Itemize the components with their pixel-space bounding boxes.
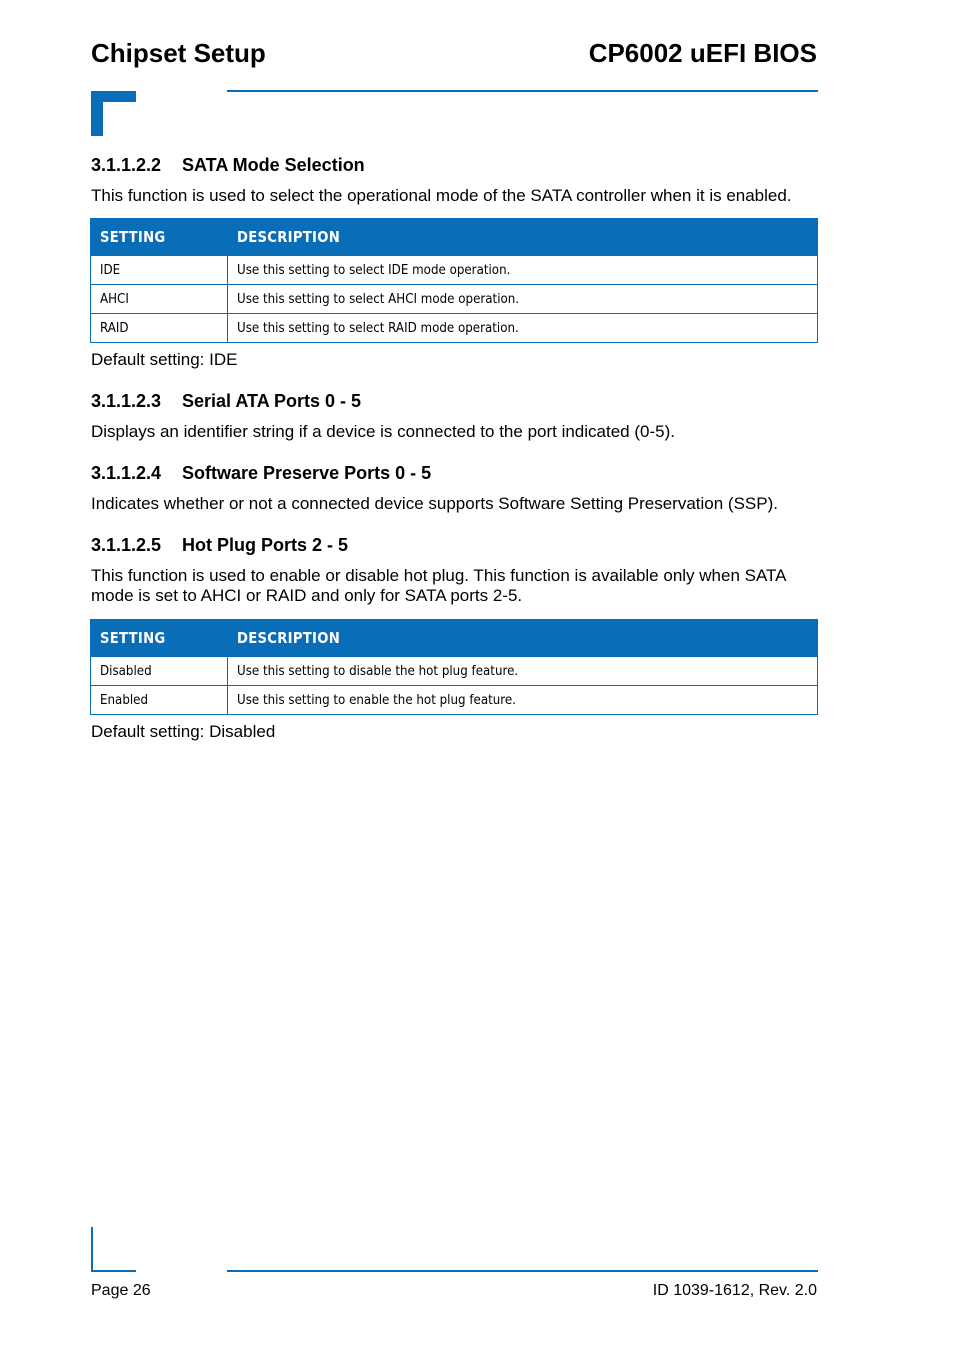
corner-bracket-top	[91, 91, 136, 136]
section-number: 3.1.1.2.2	[91, 155, 162, 175]
description-cell: Use this setting to select IDE mode operation.	[228, 256, 818, 285]
document-title: CP6002 uEFI BIOS	[588, 38, 817, 68]
corner-bracket-bottom	[91, 1227, 136, 1272]
description-cell: Use this setting to select AHCI mode operation.	[228, 285, 818, 314]
section-text: Indicates whether or not a connected device supports Software Setting Preservation (SSP).	[91, 494, 778, 513]
column-header-description: DESCRIPTION	[228, 219, 818, 256]
hot-plug-table	[90, 619, 818, 715]
description-cell: Use this setting to select RAID mode operation.	[228, 314, 818, 343]
description-cell: Use this setting to disable the hot plug feature.	[228, 657, 818, 686]
table-row	[91, 285, 818, 314]
column-header-setting: SETTING	[91, 620, 228, 657]
column-header-setting: SETTING	[91, 219, 228, 256]
setting-cell: AHCI	[91, 285, 228, 314]
setting-cell: IDE	[91, 256, 228, 285]
table-row	[91, 314, 818, 343]
section-number: 3.1.1.2.5	[91, 535, 162, 555]
section-text: Displays an identifier string if a device is connected to the port indicated (0-5).	[91, 422, 675, 441]
section-text: This function is used to select the operational mode of the SATA controller when it is enabled.	[91, 186, 792, 205]
section-number: 3.1.1.2.3	[91, 391, 162, 411]
section-heading-serial-ata-ports	[91, 390, 361, 412]
description-cell: Use this setting to enable the hot plug feature.	[228, 686, 818, 715]
header-rule	[227, 90, 818, 92]
section-heading-software-preserve	[91, 462, 431, 484]
section-heading-sata-mode	[91, 154, 365, 176]
setting-cell: Disabled	[91, 657, 228, 686]
document-id: ID 1039-1612, Rev. 2.0	[652, 1282, 817, 1299]
setting-cell: RAID	[91, 314, 228, 343]
default-setting: Default setting: IDE	[91, 350, 238, 369]
section-heading-hot-plug	[91, 534, 348, 556]
sata-mode-table	[90, 218, 818, 343]
chapter-title: Chipset Setup	[91, 38, 266, 68]
section-text: This function is used to enable or disable hot plug. This function is available only when SATA mode is set to AHCI or RAID and only for SATA ports 2-5.	[91, 566, 786, 605]
page-number: Page 26	[91, 1282, 151, 1299]
default-setting: Default setting: Disabled	[91, 722, 276, 741]
footer-rule	[227, 1270, 818, 1272]
column-header-description: DESCRIPTION	[228, 620, 818, 657]
section-title: SATA Mode Selection	[182, 155, 365, 175]
section-title: Software Preserve Ports 0 - 5	[182, 463, 432, 483]
table-header-row	[91, 620, 818, 657]
table-row	[91, 657, 818, 686]
table-header-row	[91, 219, 818, 256]
section-number: 3.1.1.2.4	[91, 463, 162, 483]
section-title: Hot Plug Ports 2 - 5	[182, 535, 349, 555]
setting-cell: Enabled	[91, 686, 228, 715]
section-title: Serial ATA Ports 0 - 5	[182, 391, 362, 411]
table-row	[91, 686, 818, 715]
table-row	[91, 256, 818, 285]
